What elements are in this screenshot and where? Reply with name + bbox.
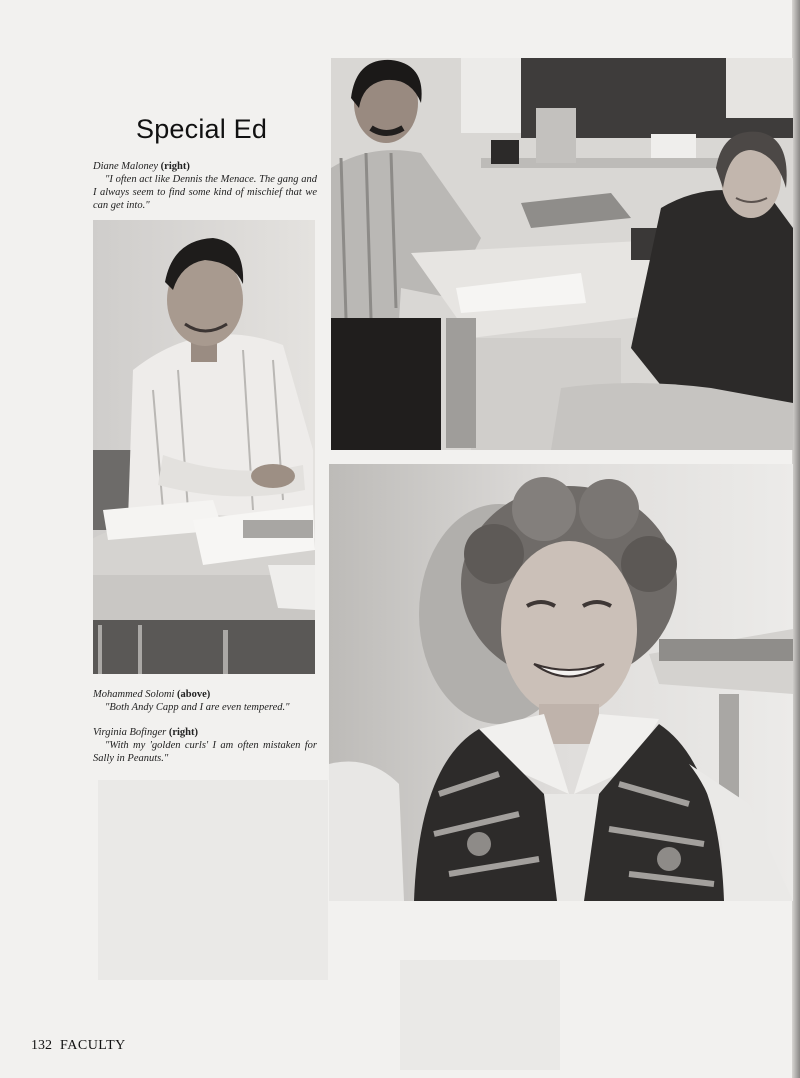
- caption-name: Mohammed Solomi: [93, 689, 175, 700]
- page-number: 132: [31, 1038, 52, 1053]
- caption-direction: (right): [168, 727, 198, 738]
- caption-diane-maloney: [93, 160, 317, 212]
- caption-name: Virginia Bofinger: [93, 727, 167, 738]
- photo-virginia-bofinger: [329, 464, 793, 901]
- caption-direction: (above): [177, 689, 211, 700]
- photo-image: [93, 220, 315, 674]
- caption-quote-text: "With my 'golden curls' I am often mistaken for Sally in Peanuts.": [93, 740, 317, 764]
- caption-name-line: [93, 726, 317, 739]
- caption-virginia-bofinger: [93, 726, 317, 765]
- photo-image: [329, 464, 793, 901]
- caption-direction: (right): [160, 161, 190, 172]
- bleed-through-shade: [400, 960, 560, 1070]
- caption-mohammed-solomi: [93, 688, 317, 714]
- photo-mohammed-solomi: [93, 220, 315, 674]
- caption-quote: [93, 739, 317, 765]
- page-edge-shadow: [792, 0, 800, 1078]
- caption-name-line: [93, 160, 317, 173]
- caption-quote: [93, 701, 317, 714]
- caption-quote: [93, 173, 317, 212]
- photo-diane-maloney: [331, 58, 793, 450]
- caption-name-line: [93, 688, 317, 701]
- section-name: FACULTY: [60, 1038, 126, 1053]
- bleed-through-shade: [98, 780, 328, 980]
- page-footer: [31, 1038, 126, 1054]
- caption-quote-text: "I often act like Dennis the Menace. The gang and I always seem to find some kind of mischief that we can get into.": [93, 174, 317, 211]
- caption-name: Diane Maloney: [93, 161, 159, 172]
- caption-quote-text: "Both Andy Capp and I are even tempered.": [105, 702, 290, 713]
- page-title: Special Ed: [136, 114, 268, 144]
- photo-image: [331, 58, 793, 450]
